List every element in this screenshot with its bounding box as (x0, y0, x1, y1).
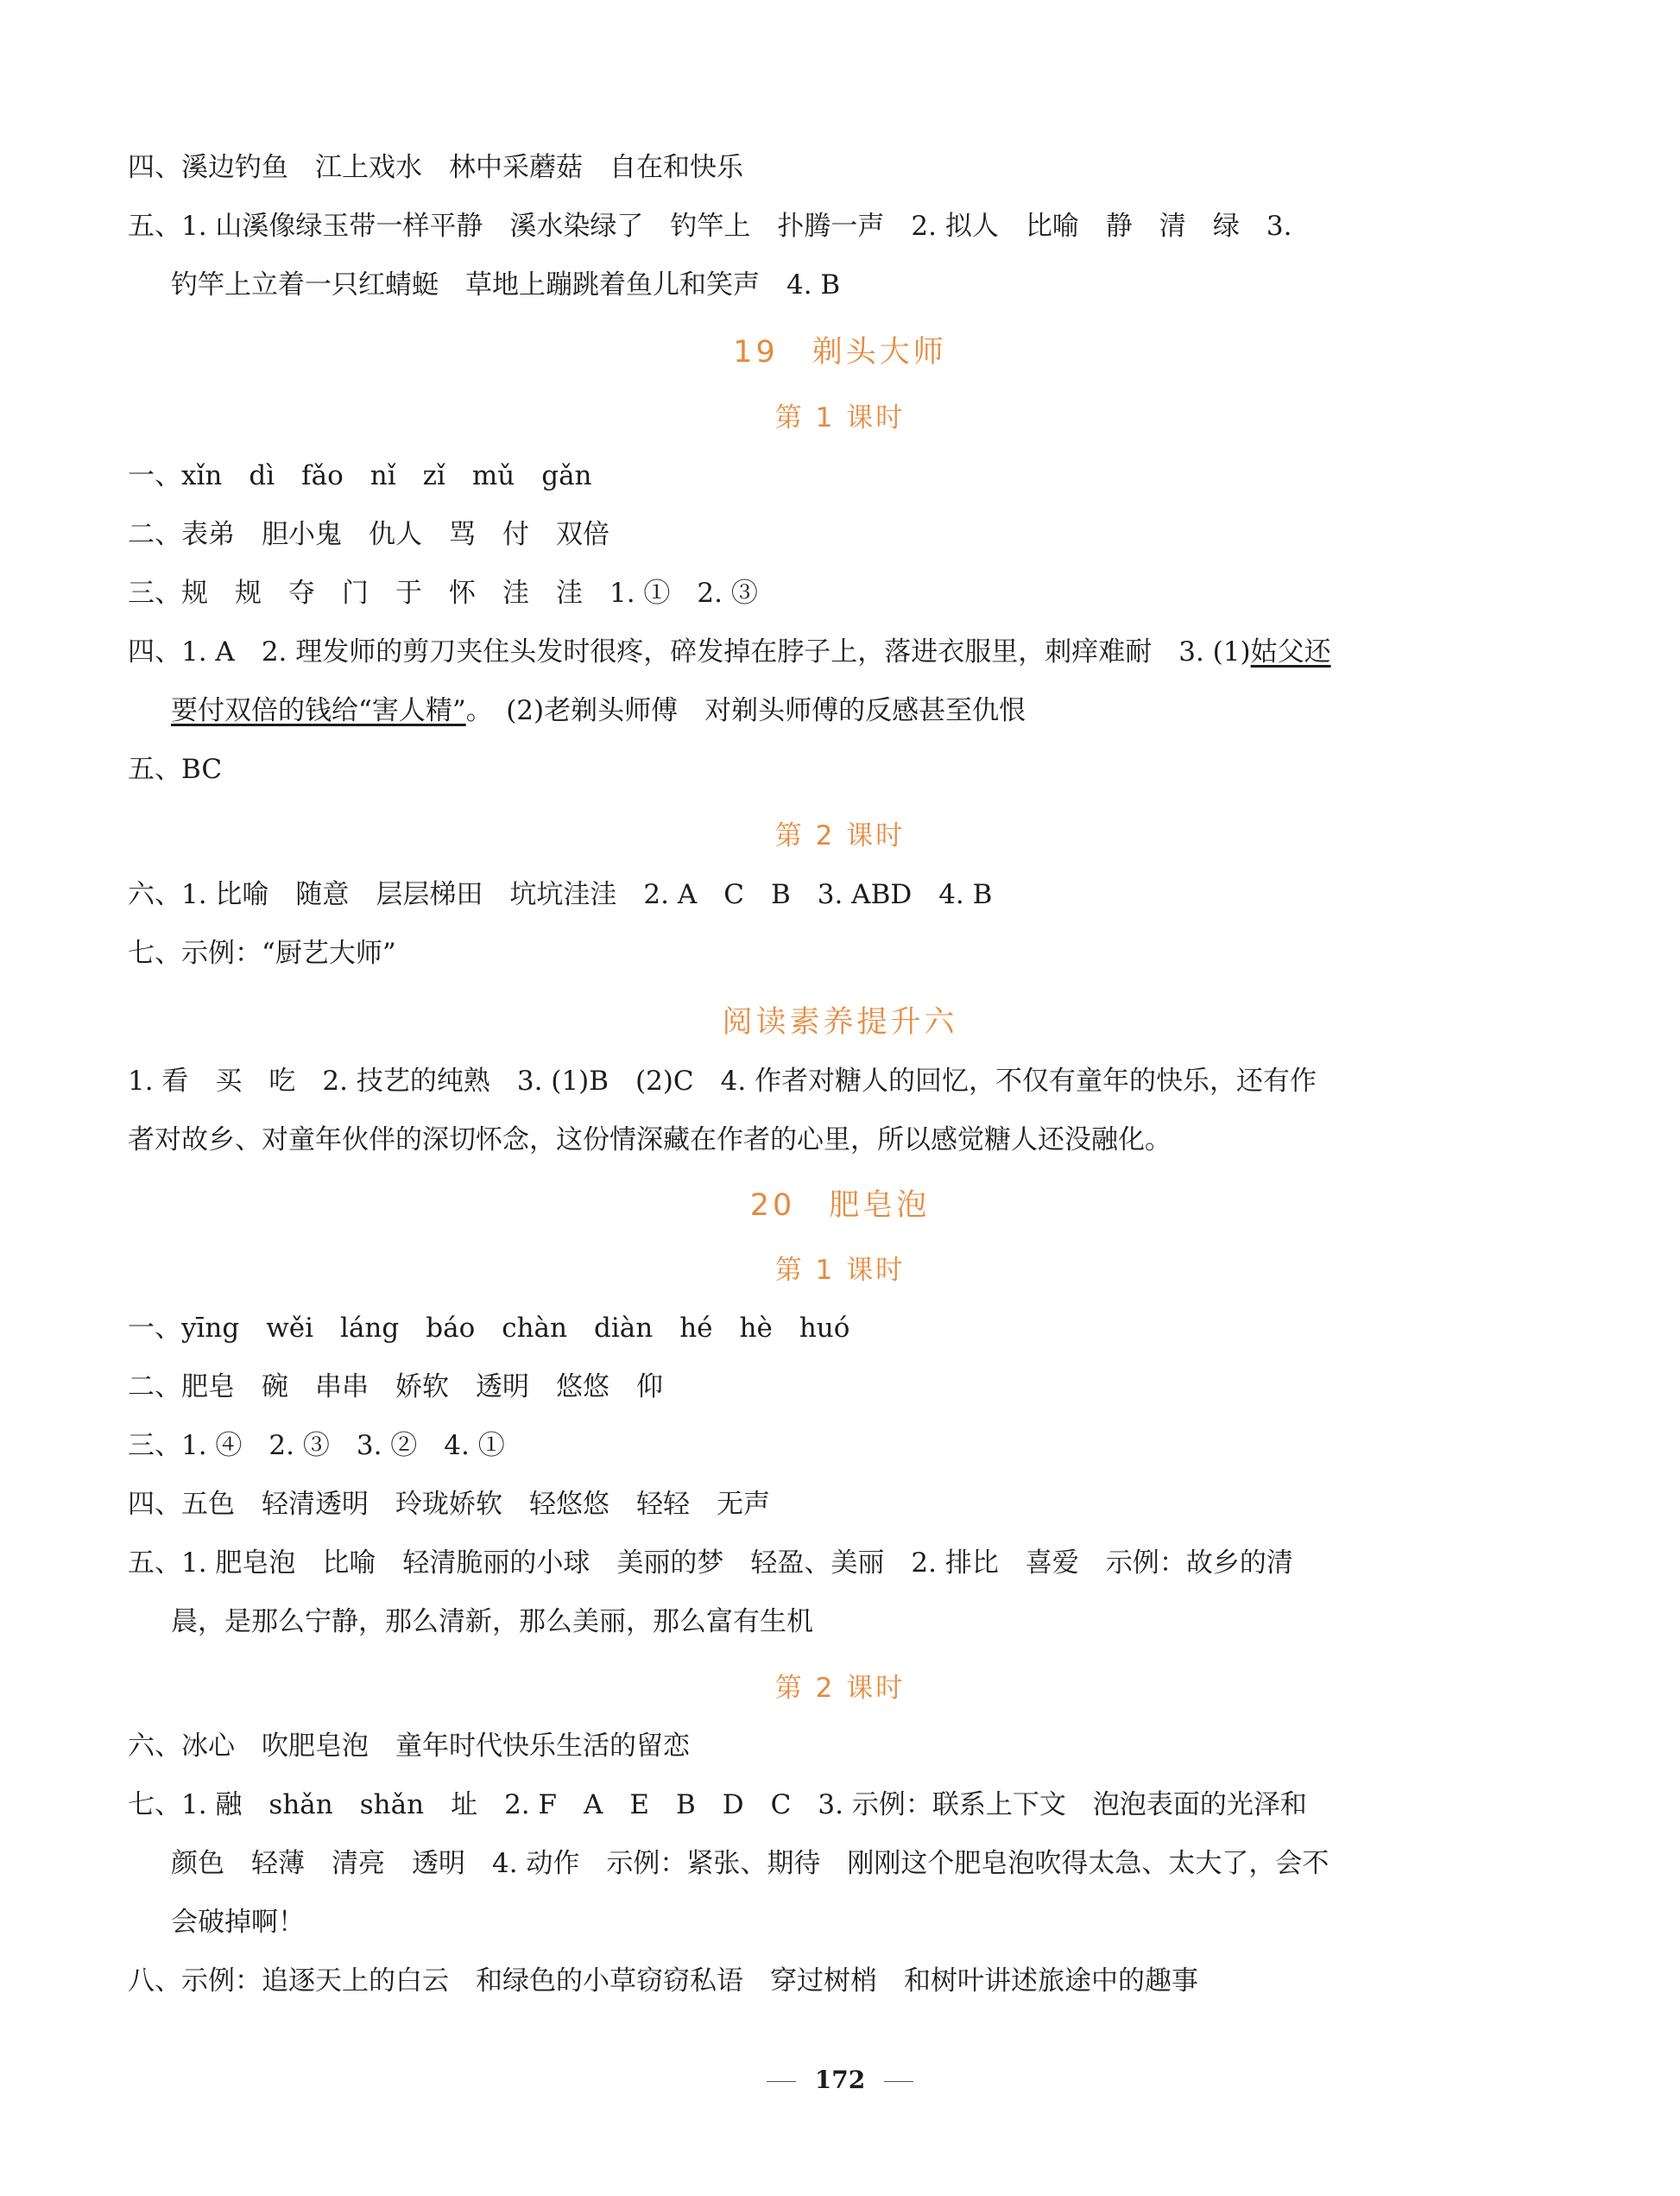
dash-left (767, 2081, 796, 2082)
answer-line: 四、五色 轻清透明 玲珑娇软 轻悠悠 轻轻 无声 (128, 1489, 770, 1520)
answer-line: 八、示例：追逐天上的白云 和绿色的小草窃窃私语 穿过树梢 和树叶讲述旅途中的趣事 (128, 1965, 1198, 1997)
page-number-text: 172 (814, 2066, 866, 2094)
answer-line: 六、冰心 吹肥皂泡 童年时代快乐生活的留恋 (128, 1731, 690, 1762)
lesson-title: 19 剃头大师 (733, 335, 947, 370)
answer-line: 钓竿上立着一只红蜻蜓 草地上蹦跳着鱼儿和笑声 4. B (171, 269, 841, 301)
page-number (0, 2063, 1680, 2098)
answer-line: 五、1. 肥皂泡 比喻 轻清脆丽的小球 美丽的梦 轻盈、美丽 2. 排比 喜爱 示例：故乡的清 (128, 1547, 1293, 1579)
answer-line: 五、BC (128, 754, 223, 785)
answer-line (171, 693, 1414, 728)
answer-line: 二、表弟 胆小鬼 仇人 骂 付 双倍 (128, 519, 609, 550)
answer-line: 三、1. ④ 2. ③ 3. ② 4. ① (128, 1430, 505, 1461)
lesson-title: 20 肥皂泡 (749, 1188, 931, 1223)
answer-line: 四、溪边钓鱼 江上戏水 林中采蘑菇 自在和快乐 (128, 152, 743, 183)
section-title: 阅读素养提升六 (722, 1005, 958, 1040)
answer-line: 五、1. 山溪像绿玉带一样平静 溪水染绿了 钓竿上 扑腾一声 2. 拟人 比喻 静 清 绿 3. (128, 211, 1292, 242)
underlined-answer: 要付双倍的钱给“害人精” (171, 695, 466, 726)
answer-line: 三、规 规 夺 门 于 怀 洼 洼 1. ① 2. ③ (128, 578, 758, 609)
answer-line: 二、肥皂 碗 串串 娇软 透明 悠悠 仰 (128, 1371, 663, 1402)
answer-text: 。 (2)老剃头师傅 对剃头师傅的反感甚至仇恨 (465, 695, 1026, 726)
period-heading: 第 1 课时 (774, 1255, 906, 1286)
period-heading: 第 1 课时 (774, 402, 906, 434)
answer-line: 一、yīng wěi láng báo chàn diàn hé hè huó (128, 1313, 850, 1344)
answer-line: 者对故乡、对童年伙伴的深切怀念，这份情深藏在作者的心里，所以感觉糖人还没融化。 (128, 1124, 1172, 1155)
answer-line: 七、示例：“厨艺大师” (128, 938, 396, 969)
answer-line: 七、1. 融 shǎn shǎn 址 2. F A E B D C 3. 示例：联系上下文 泡泡表面的光泽和 (128, 1789, 1307, 1820)
period-heading: 第 2 课时 (774, 1673, 906, 1704)
answer-line: 会破掉啊！ (171, 1907, 305, 1938)
period-heading: 第 2 课时 (774, 820, 906, 851)
answer-text: 四、1. A 2. 理发师的剪刀夹住头发时很疼，碎发掉在脖子上，落进衣服里，刺痒难耐 3. (1) (128, 636, 1251, 668)
answer-line: 颜色 轻薄 清亮 透明 4. 动作 示例：紧张、期待 刚刚这个肥皂泡吹得太急、太大了，会不 (171, 1848, 1329, 1879)
answer-line: 晨，是那么宁静，那么清新，那么美丽，那么富有生机 (171, 1606, 813, 1637)
answer-line (128, 635, 1371, 669)
underlined-answer: 姑父还 (1250, 636, 1331, 668)
answer-line: 一、xǐn dì fǎo nǐ zǐ mǔ gǎn (128, 460, 592, 491)
answer-line: 1. 看 买 吃 2. 技艺的纯熟 3. (1)B (2)C 4. 作者对糖人的回忆，不仅有童年的快乐，还有作 (128, 1066, 1317, 1097)
dash-right (884, 2081, 913, 2082)
answer-line: 六、1. 比喻 随意 层层梯田 坑坑洼洼 2. A C B 3. ABD 4. B (128, 879, 993, 910)
